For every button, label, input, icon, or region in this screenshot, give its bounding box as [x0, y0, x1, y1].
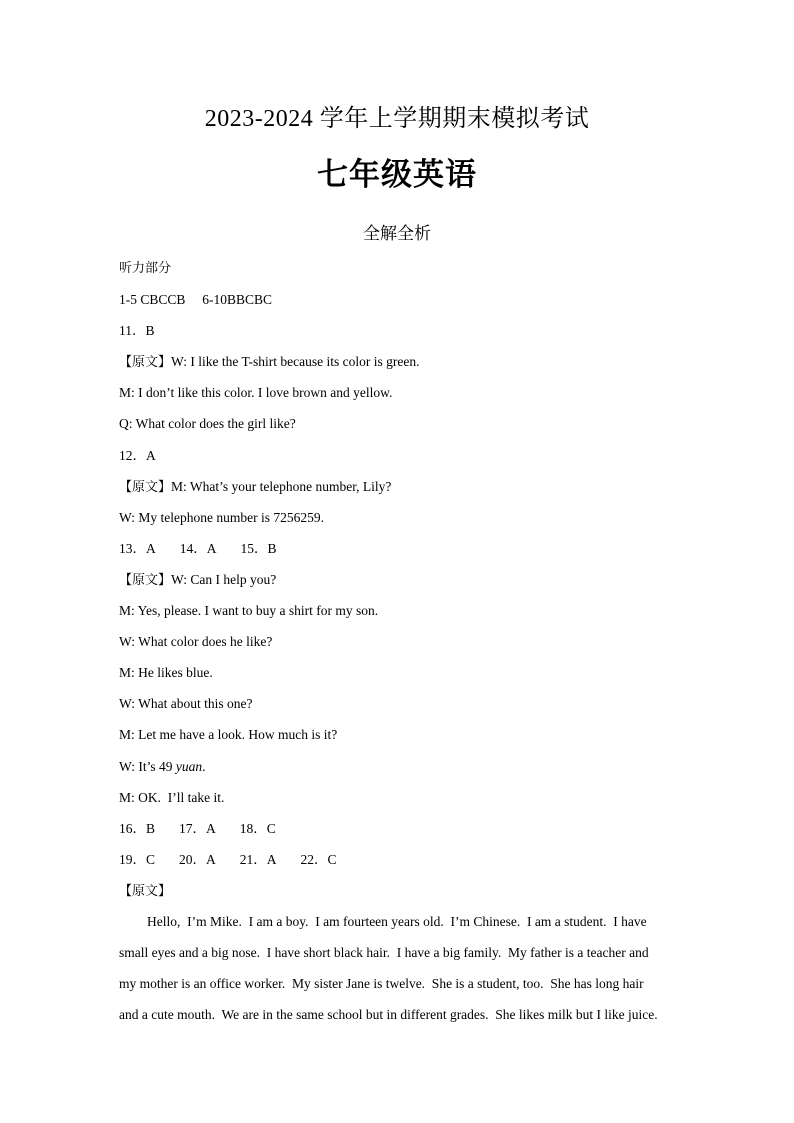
price-unit: yuan: [175, 758, 203, 774]
transcript-11-line-2: M: I don’t like this color. I love brown and yellow.: [119, 385, 393, 401]
transcript-13-line-8: M: OK. I’ll take it.: [119, 789, 225, 805]
answer-16: 16．B: [119, 820, 156, 836]
answer-22: 22．C: [300, 851, 337, 867]
passage-line-3: my mother is an office worker. My sister Jane is twelve. She is a student, too. She has long hair: [119, 976, 644, 992]
transcript-13-line-1: [119, 569, 679, 600]
passage-line-1: Hello, I’m Mike. I am a boy. I am fourteen years old. I’m Chinese. I am a student. I have: [147, 913, 647, 929]
transcript-13-line-6: M: Let me have a look. How much is it?: [119, 727, 338, 743]
transcript-text: W: I like the T-shirt because its color is green.: [171, 354, 420, 370]
price-prefix: W: It’s 49: [119, 758, 176, 774]
answer-20: 20．A: [179, 851, 216, 867]
exam-title: 2023-2024 学年上学期期末模拟考试: [204, 106, 590, 132]
passage-line-2: small eyes and a big nose. I have short black hair. I have a big family. My father is a teacher and: [119, 945, 649, 961]
price-suffix: .: [202, 758, 206, 774]
analysis-title: 全解全析: [363, 224, 431, 244]
answer-15: 15．B: [240, 540, 277, 556]
transcript-12-line-1: [119, 476, 679, 507]
answers-16-18: [119, 818, 679, 849]
answer-18: 18．C: [239, 820, 276, 836]
transcript-text: W: Can I help you?: [171, 571, 277, 587]
transcript-text: M: What’s your telephone number, Lily?: [171, 478, 392, 494]
answers-13-15: [119, 538, 679, 569]
passage-label-line: [119, 880, 679, 911]
document-body: [119, 258, 679, 1035]
transcript-13-line-2: M: Yes, please. I want to buy a shirt for my son.: [119, 603, 379, 619]
transcript-label: 【原文】: [119, 572, 172, 588]
transcript-13-line-4: M: He likes blue.: [119, 665, 213, 681]
passage-line-4: and a cute mouth. We are in the same school but in different grades. She likes milk but I like juice.: [119, 1007, 658, 1023]
answer-19: 19．C: [119, 851, 156, 867]
answer-14: 14．A: [179, 540, 217, 556]
transcript-label: 【原文】: [119, 355, 172, 371]
transcript-11-question: Q: What color does the girl like?: [119, 416, 296, 432]
answer-12: 12．A: [119, 447, 156, 463]
section-heading-listening: 听力部分: [119, 261, 172, 276]
answer-21: 21．A: [239, 851, 277, 867]
transcript-label: 【原文】: [119, 479, 172, 495]
answers-19-22: [119, 849, 679, 880]
transcript-12-line-2: W: My telephone number is 7256259.: [119, 509, 324, 525]
passage-label: 【原文】: [119, 883, 172, 899]
transcript-11-line-1: [119, 351, 679, 382]
transcript-13-line-7: [119, 756, 679, 787]
answer-11: 11．B: [119, 323, 155, 339]
answer-17: 17．A: [179, 820, 216, 836]
answers-1-10: 1-5 CBCCB 6-10BBCBC: [119, 292, 273, 308]
transcript-13-line-3: W: What color does he like?: [119, 634, 273, 650]
transcript-13-line-5: W: What about this one?: [119, 696, 253, 712]
answer-13: 13．A: [119, 540, 156, 556]
subject-title: 七年级英语: [317, 157, 477, 193]
